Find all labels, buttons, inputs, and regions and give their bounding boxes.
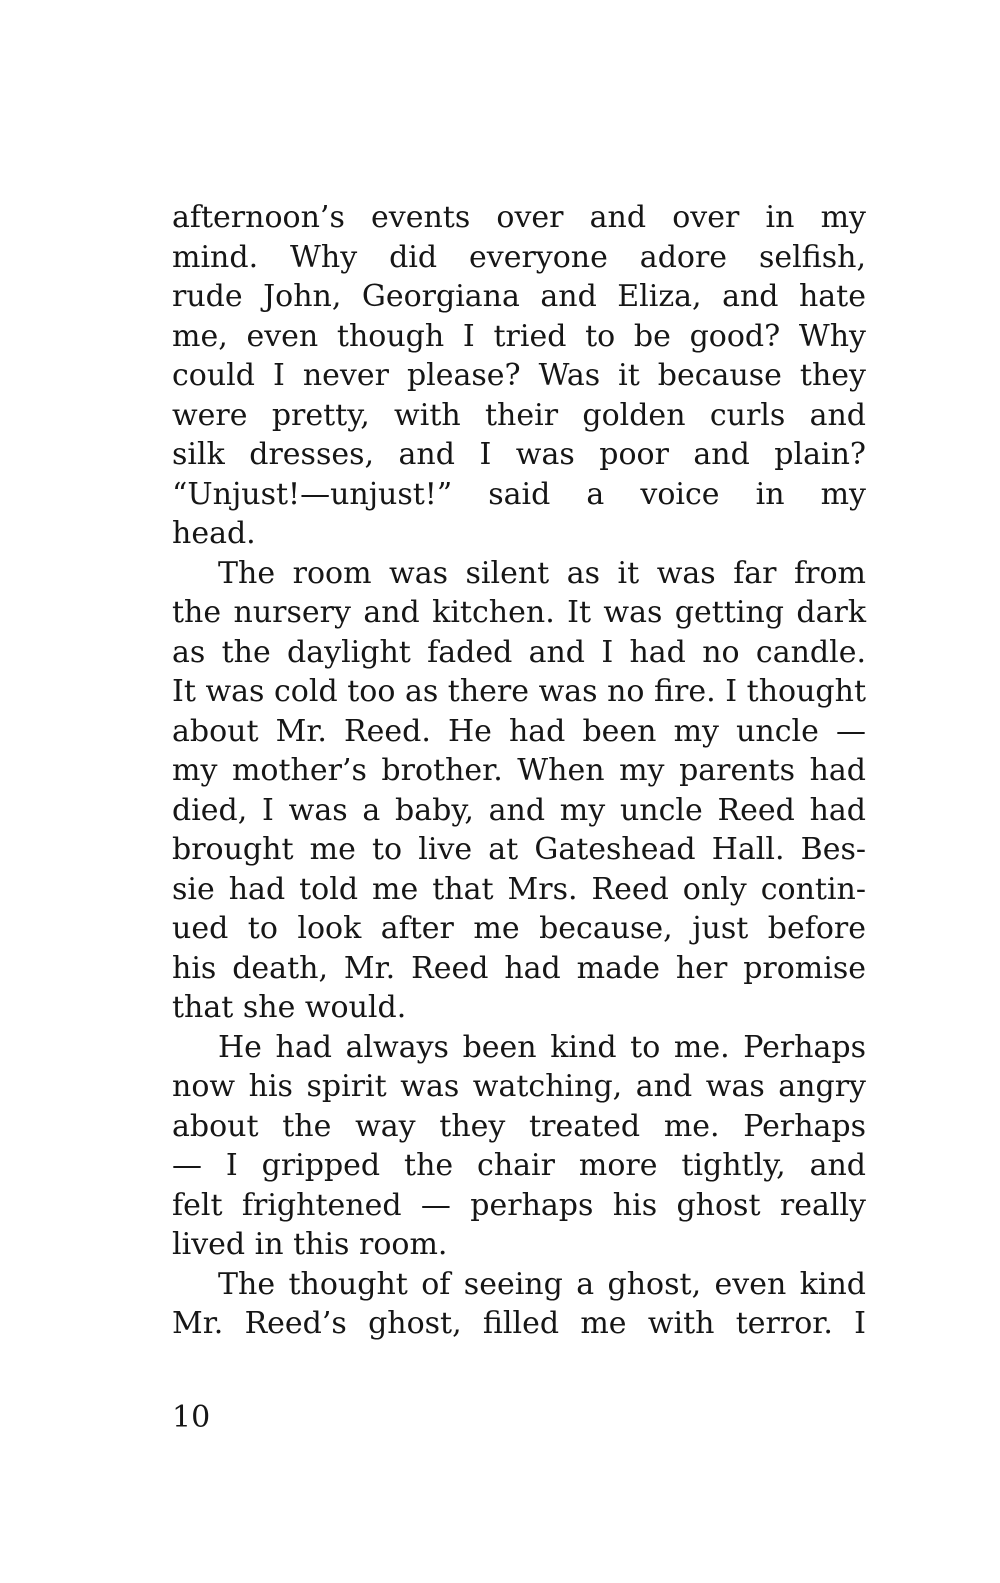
- text-line: Mr. Reed’s ghost, filled me with terror. I: [172, 1306, 866, 1341]
- text-line: the nursery and kitchen. It was getting dark: [172, 595, 866, 630]
- text-line: head.: [172, 516, 256, 551]
- text-line: now his spirit was watching, and was angry: [172, 1069, 866, 1104]
- paragraph: [172, 554, 866, 1028]
- text-line: afternoon’s events over and over in my: [172, 200, 866, 235]
- text-line: were pretty, with their golden curls and: [172, 397, 866, 433]
- text-line: sie had told me that Mrs. Reed only contin-: [172, 871, 866, 907]
- text-line: could I never please? Was it because they: [172, 358, 866, 393]
- text-line: died, I was a baby, and my uncle Reed had: [172, 792, 866, 828]
- text-line: ued to look after me because, just before: [172, 911, 866, 946]
- text-line: that she would.: [172, 990, 407, 1025]
- text-line: — I gripped the chair more tightly, and: [172, 1148, 866, 1183]
- text-line: his death, Mr. Reed had made her promise: [172, 950, 866, 986]
- text-line: about Mr. Reed. He had been my uncle —: [172, 713, 866, 749]
- text-line: rude John, Georgiana and Eliza, and hate: [172, 279, 866, 314]
- text-line: me, even though I tried to be good? Why: [172, 318, 866, 354]
- text-line: “Unjust!—unjust!” said a voice in my: [172, 476, 866, 512]
- text-line: The room was silent as it was far from: [218, 555, 866, 591]
- text-line: my mother’s brother. When my parents had: [172, 753, 866, 788]
- text-line: The thought of seeing a ghost, even kind: [218, 1266, 866, 1302]
- text-line: He had always been kind to me. Perhaps: [218, 1029, 866, 1065]
- page-number: 10: [172, 1400, 211, 1435]
- text-line: silk dresses, and I was poor and plain?: [172, 437, 866, 472]
- text-line: lived in this room.: [172, 1227, 448, 1262]
- text-line: about the way they treated me. Perhaps: [172, 1108, 866, 1144]
- paragraph: [172, 1028, 866, 1265]
- text-line: felt frightened — perhaps his ghost really: [172, 1187, 866, 1223]
- text-line: mind. Why did everyone adore selfish,: [172, 239, 866, 275]
- paragraph: [172, 198, 866, 554]
- paragraph: [172, 1265, 866, 1344]
- text-line: It was cold too as there was no fire. I thought: [172, 674, 866, 709]
- page-text: [172, 198, 866, 1344]
- text-line: brought me to live at Gateshead Hall. Bes-: [172, 832, 866, 867]
- text-line: as the daylight faded and I had no candle.: [172, 634, 866, 670]
